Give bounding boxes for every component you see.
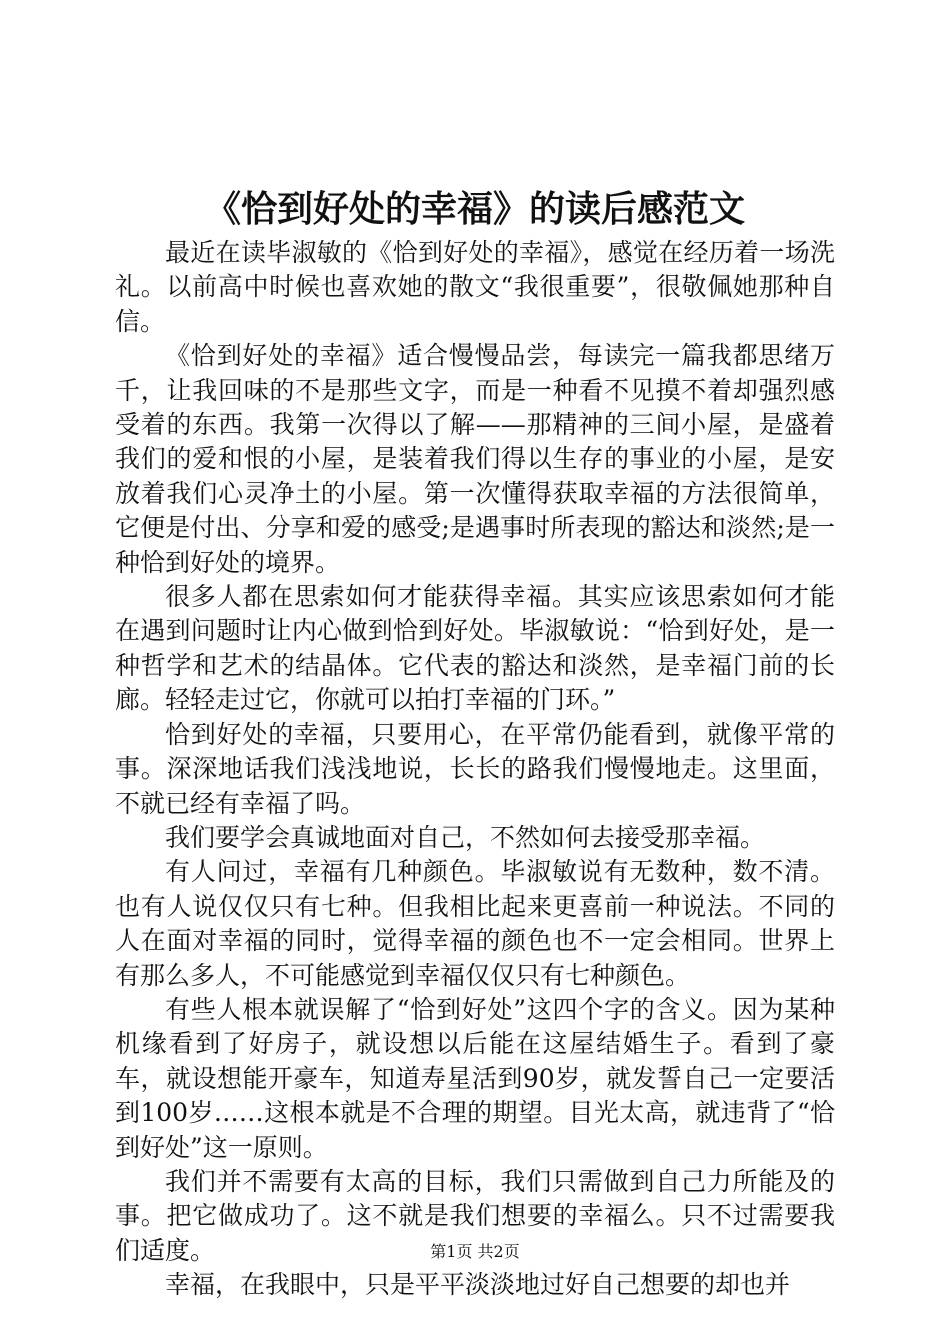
- paragraph: 很多人都在思索如何才能获得幸福。其实应该思索如何才能在遇到问题时让内心做到恰到好处。毕淑敏说：“恰到好处，是一种哲学和艺术的结晶体。它代表的豁达和淡然，是幸福门前的长廊。轻轻走过它，你就可以拍打幸福的门环。”: [115, 582, 835, 715]
- paragraph: 恰到好处的幸福，只要用心，在平常仍能看到，就像平常的事。深深地话我们浅浅地说，长长的路我们慢慢地走。这里面，不就已经有幸福了吗。: [115, 719, 835, 818]
- document-body: [115, 236, 835, 1303]
- paragraph: 有些人根本就误解了“恰到好处”这四个字的含义。因为某种机缘看到了好房子，就设想以后能在这屋结婚生子。看到了豪车，就设想能开豪车，知道寿星活到90岁，就发誓自己一定要活到100岁……这根本就是不合理的期望。目光太高，就违背了“恰到好处”这一原则。: [115, 994, 835, 1162]
- paragraph: 幸福，在我眼中，只是平平淡淡地过好自己想要的却也并: [165, 1270, 791, 1300]
- paragraph: 最近在读毕淑敏的《恰到好处的幸福》，感觉在经历着一场洗礼。以前高中时候也喜欢她的散文“我很重要”，很敬佩她那种自信。: [115, 238, 835, 336]
- page-number: 第1页 共2页: [430, 1242, 520, 1261]
- paragraph: 有人问过，幸福有几种颜色。毕淑敏说有无数种，数不清。也有人说仅仅只有七种。但我相比起来更喜前一种说法。不同的人在面对幸福的同时，觉得幸福的颜色也不一定会相同。世界上有那么多人，不可能感觉到幸福仅仅只有七种颜色。: [115, 857, 835, 990]
- document-title: 《恰到好处的幸福》的读后感范文: [204, 188, 745, 230]
- paragraph: 《恰到好处的幸福》适合慢慢品尝，每读完一篇我都思绪万千，让我回味的不是那些文字，而是一种看不见摸不着却强烈感受着的东西。我第一次得以了解——那精神的三间小屋，是盛着我们的爱和恨的小屋，是装着我们得以生存的事业的小屋，是安放着我们心灵净土的小屋。第一次懂得获取幸福的方法很简单，它便是付出、分享和爱的感受;是遇事时所表现的豁达和淡然;是一种恰到好处的境界。: [115, 341, 835, 577]
- paragraph: 我们要学会真诚地面对自己，不然如何去接受那幸福。: [165, 822, 766, 852]
- paragraph: 我们并不需要有太高的目标，我们只需做到自己力所能及的事。把它做成功了。这不就是我们想要的幸福么。只不过需要我们适度。: [115, 1166, 835, 1265]
